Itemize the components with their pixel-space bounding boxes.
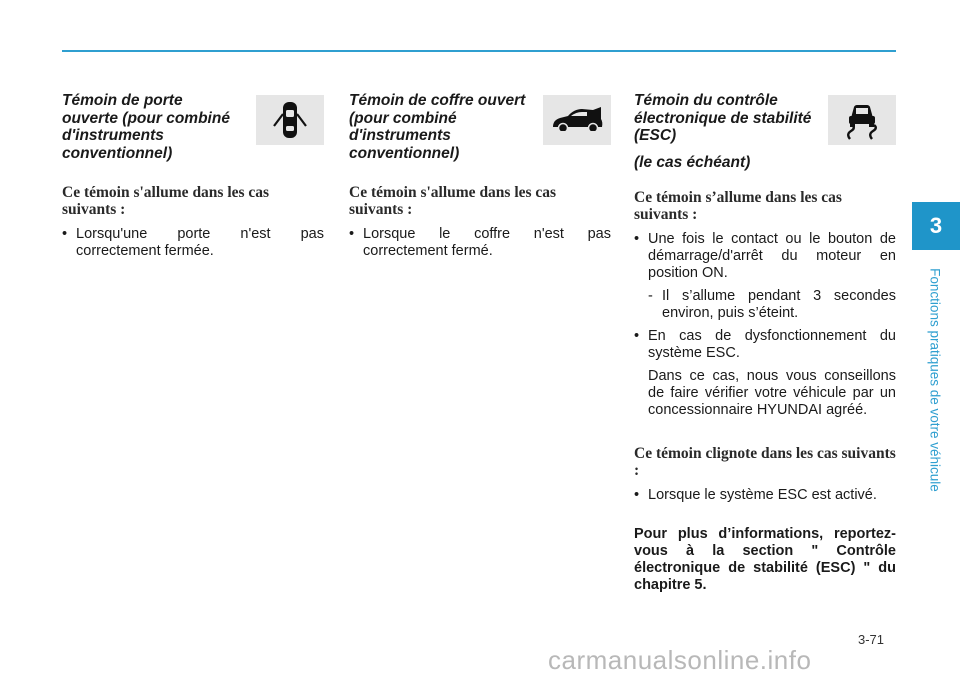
bullet-mark: • bbox=[349, 226, 355, 242]
esc-subhead-on: Ce témoin s’allume dans les cas suivants : bbox=[634, 189, 842, 223]
trunk-open-icon bbox=[549, 103, 605, 137]
esc-dash-3-seconds bbox=[634, 288, 896, 322]
watermark: carmanualsonline.info bbox=[548, 645, 812, 675]
door-warning-subhead: Ce témoin s'allume dans les cas suivants : bbox=[62, 184, 270, 218]
esc-subhead-blink: Ce témoin clignote dans les cas suivants : bbox=[634, 445, 896, 479]
esc-bullet-active bbox=[634, 487, 896, 504]
column-esc-warning bbox=[634, 92, 896, 594]
chapter-tab: 3 bbox=[912, 202, 960, 250]
dash-mark: - bbox=[648, 288, 653, 304]
esc-bullet-active-text: Lorsque le système ESC est activé. bbox=[648, 487, 877, 503]
esc-bullet-malfunction-text: En cas de dysfonctionnement du système ESC. bbox=[648, 328, 896, 361]
bullet-mark: • bbox=[62, 226, 68, 242]
door-warning-bullet bbox=[62, 226, 324, 260]
trunk-warning-bullet-text: Lorsque le coffre n'est pas correctement fermé. bbox=[363, 226, 611, 259]
trunk-warning-bullet bbox=[349, 226, 611, 260]
esc-info-note: Pour plus d’informations, reportez-vous à la section " Contrôle électronique de stabilité (ESC) " du chapitre 5. bbox=[634, 526, 896, 593]
esc-icon-box bbox=[828, 95, 896, 145]
door-open-icon bbox=[268, 97, 312, 143]
esc-bullet-malfunction bbox=[634, 328, 896, 362]
bullet-mark: • bbox=[634, 328, 640, 344]
top-rule bbox=[62, 50, 896, 52]
page-number: 3-71 bbox=[858, 632, 885, 647]
trunk-warning-header bbox=[349, 92, 611, 166]
esc-warning-header bbox=[634, 92, 896, 171]
door-warning-title: Témoin de porte ouverte (pour combiné d'instruments conventionnel) bbox=[62, 92, 230, 162]
trunk-warning-title: Témoin de coffre ouvert (pour combiné d'instruments conventionnel) bbox=[349, 92, 526, 162]
trunk-open-icon-box bbox=[543, 95, 611, 145]
chapter-title: Fonctions pratiques de votre véhicule bbox=[927, 268, 943, 492]
esc-skid-icon bbox=[840, 98, 884, 142]
esc-bullet-ignition bbox=[634, 231, 896, 282]
column-door-warning bbox=[62, 92, 324, 266]
column-trunk-warning bbox=[349, 92, 611, 266]
door-warning-bullet-text: Lorsqu'une porte n'est pas correctement fermée. bbox=[76, 226, 324, 259]
esc-warning-title-note: (le cas échéant) bbox=[634, 153, 751, 171]
bullet-mark: • bbox=[634, 487, 640, 503]
door-warning-header bbox=[62, 92, 324, 166]
door-open-icon-box bbox=[256, 95, 324, 145]
trunk-warning-subhead: Ce témoin s'allume dans les cas suivants : bbox=[349, 184, 557, 218]
esc-dealer-advice: Dans ce cas, nous vous conseillons de faire vérifier votre véhicule par un concessionnaire HYUNDAI agréé. bbox=[648, 368, 896, 418]
esc-bullet-ignition-text: Une fois le contact ou le bouton de démarrage/d'arrêt du moteur en position ON. bbox=[648, 231, 896, 281]
esc-dash-3-seconds-text: Il s’allume pendant 3 secondes environ, puis s’éteint. bbox=[662, 288, 896, 321]
bullet-mark: • bbox=[634, 231, 640, 247]
esc-warning-title: Témoin du contrôle électronique de stabilité (ESC) bbox=[634, 92, 812, 144]
